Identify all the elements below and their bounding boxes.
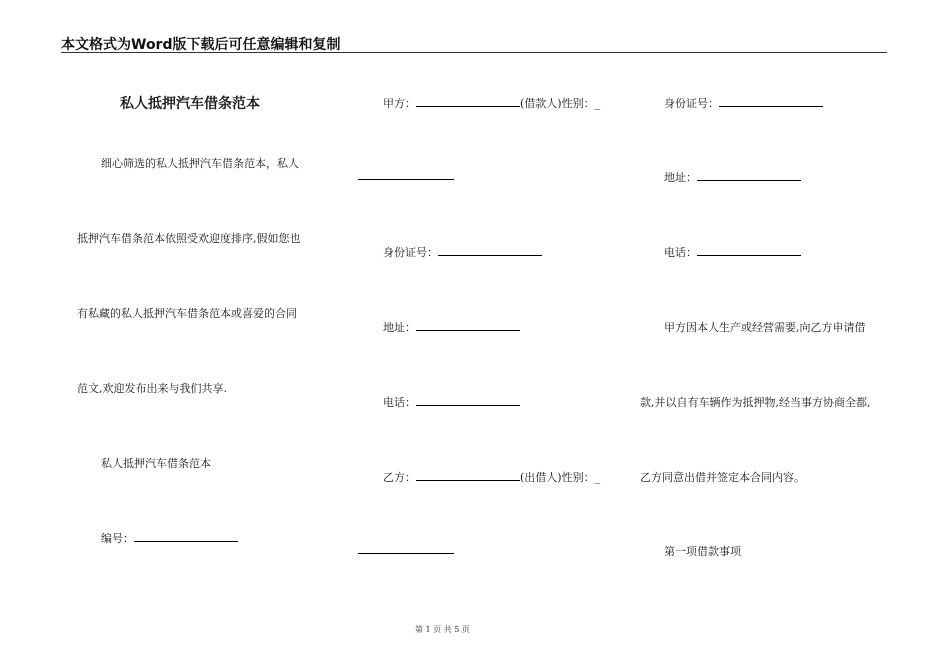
section-1-heading: 第一项借款事项 <box>664 545 741 558</box>
party-b-phone-blank <box>697 245 801 256</box>
header-rule <box>61 52 887 53</box>
agreement-line-3: 乙方同意出借并签定本合同内容。 <box>640 471 805 484</box>
party-b-address-blank <box>697 170 801 181</box>
party-a-address-label: 地址： <box>383 321 416 334</box>
party-a-phone-label: 电话： <box>383 396 416 409</box>
party-b-continuation-blank <box>358 553 454 554</box>
intro-line-2: 抵押汽车借条范本依照受欢迎度排序,假如您也 <box>77 232 301 245</box>
party-a-field <box>383 95 600 111</box>
party-a-label: 甲方： <box>383 97 416 110</box>
party-b-id-blank <box>719 96 823 107</box>
party-b-phone-field <box>664 244 801 260</box>
intro-line-3: 有私藏的私人抵押汽车借条范本或喜爱的合同 <box>77 307 297 320</box>
party-a-address-blank <box>416 320 520 331</box>
party-a-id-label: 身份证号： <box>383 246 438 259</box>
party-b-gender-text: (出借人)性别：_ <box>520 471 601 484</box>
party-b-name-blank <box>416 470 520 481</box>
document-header: 本文格式为Word版下载后可任意编辑和复制 <box>61 37 341 53</box>
party-a-continuation-blank <box>358 179 454 180</box>
contract-number-blank <box>134 531 238 542</box>
document-title: 私人抵押汽车借条范本 <box>120 96 260 112</box>
party-a-gender-text: (借款人)性别：_ <box>520 97 601 110</box>
party-a-address-field <box>383 319 520 335</box>
agreement-line-2: 款,并以自有车辆作为抵押物,经当事方协商全都, <box>640 396 871 409</box>
party-b-phone-label: 电话： <box>664 246 697 259</box>
party-a-name-blank <box>416 96 520 107</box>
contract-number-label: 编号： <box>101 532 134 545</box>
party-a-phone-blank <box>416 395 520 406</box>
party-b-label: 乙方： <box>383 471 416 484</box>
party-b-address-field <box>664 169 801 185</box>
party-a-id-field <box>383 244 542 260</box>
contract-number-field <box>101 530 238 546</box>
section-subtitle: 私人抵押汽车借条范本 <box>101 457 211 470</box>
intro-line-1: 细心筛选的私人抵押汽车借条范本，私人 <box>101 157 299 170</box>
party-b-address-label: 地址： <box>664 171 697 184</box>
agreement-line-1: 甲方因本人生产或经营需要,向乙方申请借 <box>664 321 866 334</box>
party-a-id-blank <box>438 245 542 256</box>
party-b-field <box>383 469 600 485</box>
party-a-phone-field <box>383 394 520 410</box>
page-number: 第 1 页 共 5 页 <box>415 625 470 634</box>
party-b-id-label: 身份证号： <box>664 97 719 110</box>
intro-line-4: 范文,欢迎发布出来与我们共享. <box>77 382 227 395</box>
party-b-id-field <box>664 95 823 111</box>
